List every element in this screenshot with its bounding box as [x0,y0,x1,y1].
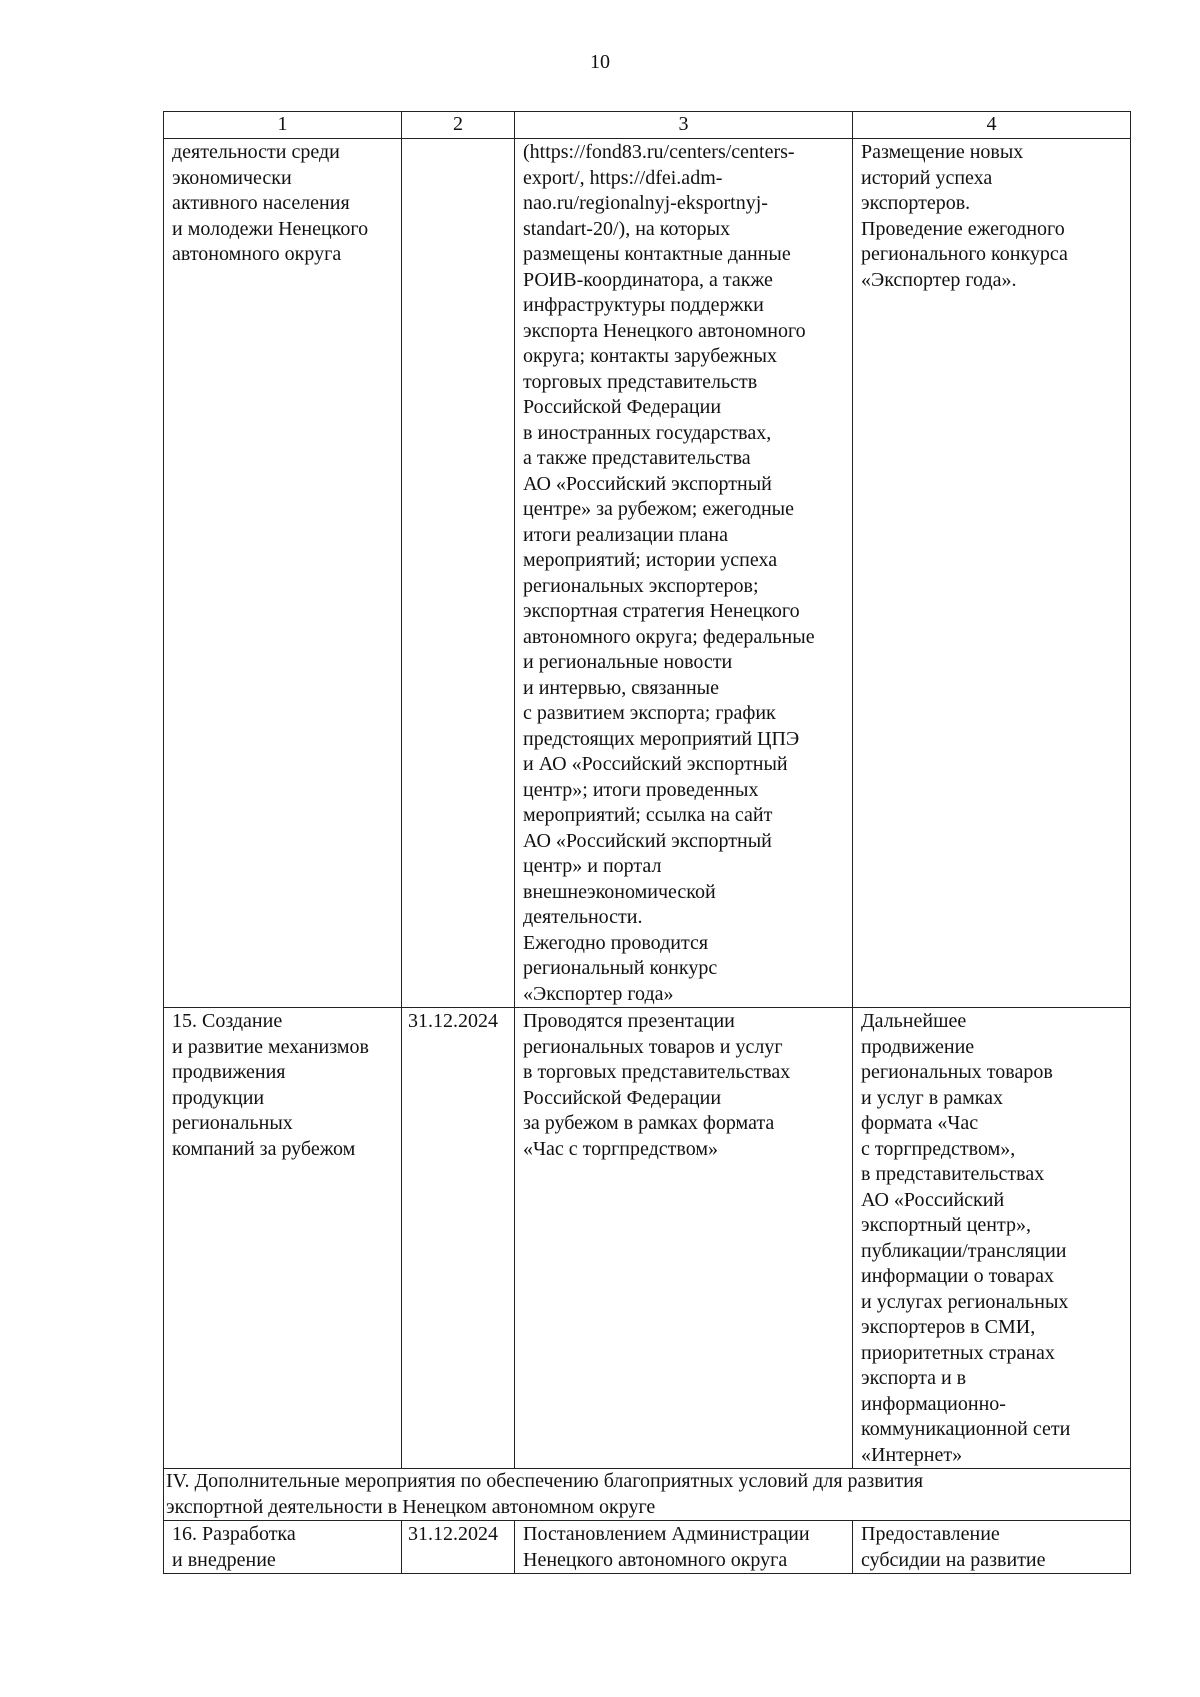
measure-cell [164,139,402,1008]
text-line: экспортный центр», [861,1214,1031,1236]
text-line: за рубежом в рамках формата [523,1112,775,1134]
text-line: внешнеэкономической [523,880,716,903]
text-line: центр»; итоги проведенных [523,778,759,801]
section-heading-row [164,1469,1131,1521]
text-line: standart-20/), на которых [523,217,731,240]
text-line: региональных товаров и услуг [523,1035,783,1058]
text-line: Проведение ежегодного [861,217,1065,240]
text-line: центре» за рубежом; ежегодные [523,498,794,520]
text-line: экспортной деятельности в Ненецком автономном округе [166,1495,656,1518]
text-line: и региональные новости [523,651,733,673]
text-line: и АО «Российский экспортный [523,753,788,775]
text-line: (https://fond83.ru/centers/centers- [523,141,795,163]
measure-cell [164,1521,402,1574]
text-line: экономически [172,166,292,189]
text-line: экспорта и в [861,1367,967,1389]
text-line: с торгпредством», [861,1137,1016,1160]
text-line: и интервью, связанные [523,676,719,699]
text-line: Дальнейшее [861,1010,967,1032]
page-number: 10 [590,51,610,73]
text-line: экспорта Ненецкого автономного [523,319,806,342]
text-line: экспортная стратегия Ненецкого [523,600,800,622]
text-line: информации о товарах [861,1265,1054,1287]
text-line: региональных товаров [861,1061,1053,1083]
text-line: региональный конкурс [523,957,718,979]
table-row [164,1521,1131,1574]
text-line: в представительствах [861,1163,1045,1185]
text-line: продвижения [172,1061,286,1083]
description-cell [515,1008,853,1469]
text-line: мероприятий; ссылка на сайт [523,804,773,826]
text-line: приоритетных странах [861,1341,1055,1364]
description-cell [515,139,853,1008]
text-line: Ежегодно проводится [523,931,709,954]
text-line: Проводятся презентации [523,1010,735,1032]
text-line: и развитие механизмов [172,1035,369,1058]
measure-cell [164,1008,402,1469]
column-header-2: 2 [402,112,515,139]
deadline-cell: 31.12.2024 [402,1521,515,1574]
text-line: историй успеха [861,166,993,189]
text-line: формата «Час [861,1112,979,1134]
text-line: продукции [172,1086,265,1109]
text-line: коммуникационной сети [861,1418,1071,1440]
text-line: округа; контакты зарубежных [523,345,777,367]
text-line: Ненецкого автономного округа [523,1548,788,1571]
text-line: а также представительства [523,447,751,469]
text-line: в торговых представительствах [523,1061,791,1083]
text-line: АО «Российский экспортный [523,829,772,852]
column-header-1: 1 [164,112,402,139]
text-line: в иностранных государствах, [523,421,772,444]
text-line: инфраструктуры поддержки [523,294,764,316]
text-line: мероприятий; истории успеха [523,549,778,571]
text-line: итоги реализации плана [523,523,728,546]
text-line: экспортеров в СМИ, [861,1316,1036,1338]
text-line: «Экспортер года» [523,982,674,1005]
text-line: активного населения [172,192,350,214]
text-line: информационно- [861,1392,1006,1415]
result-cell [853,1008,1131,1469]
text-line: Предоставление [861,1523,1000,1545]
description-cell [515,1521,853,1574]
text-line: АО «Российский экспортный [523,472,772,495]
text-line: АО «Российский [861,1188,1005,1211]
text-line: Российской Федерации [523,1086,722,1109]
text-line: публикации/трансляции [861,1239,1067,1262]
text-line: торговых представительств [523,370,758,393]
text-line: центр» и портал [523,855,662,877]
text-line: и молодежи Ненецкого [172,217,369,240]
text-line: экспортеров. [861,192,971,214]
deadline-cell: 31.12.2024 [402,1008,515,1469]
text-line: Размещение новых [861,141,1024,163]
column-header-4: 4 [853,112,1131,139]
result-cell [853,1521,1131,1574]
table-header-row [164,112,1131,139]
text-line: продвижение [861,1035,975,1058]
text-line: регионального конкурса [861,243,1068,265]
text-line: деятельности среди [172,141,340,163]
table-row [164,139,1131,1008]
deadline-cell [402,139,515,1008]
result-cell [853,139,1131,1008]
text-line: и внедрение [172,1548,276,1571]
measures-table [163,111,1131,1574]
text-line: автономного округа; федеральные [523,625,815,648]
text-line: РОИВ-координатора, а также [523,268,773,291]
text-line: «Интернет» [861,1443,963,1466]
text-line: размещены контактные данные [523,243,791,265]
section-heading [164,1469,1131,1521]
text-line: «Час с торгпредством» [523,1137,718,1160]
text-line: автономного округа [172,243,342,265]
text-line: Российской Федерации [523,396,722,418]
text-line: компаний за рубежом [172,1137,356,1160]
text-line: с развитием экспорта; график [523,702,776,724]
column-header-3: 3 [515,112,853,139]
text-line: 15. Создание [172,1010,283,1032]
text-line: export/, https://dfei.adm- [523,166,723,189]
text-line: Постановлением Администрации [523,1523,810,1545]
text-line: и услугах региональных [861,1290,1069,1313]
text-line: nao.ru/regionalnyj-eksportnyj- [523,192,768,214]
text-line: региональных экспортеров; [523,574,759,597]
text-line: IV. Дополнительные мероприятия по обеспечению благоприятных условий для развития [166,1470,924,1492]
text-line: 16. Разработка [172,1523,296,1545]
text-line: и услуг в рамках [861,1086,1004,1109]
table-row [164,1008,1131,1469]
text-line: деятельности. [523,906,643,928]
text-line: предстоящих мероприятий ЦПЭ [523,727,800,750]
text-line: «Экспортер года». [861,268,1017,291]
text-line: региональных [172,1112,293,1134]
text-line: субсидии на развитие [861,1548,1046,1571]
